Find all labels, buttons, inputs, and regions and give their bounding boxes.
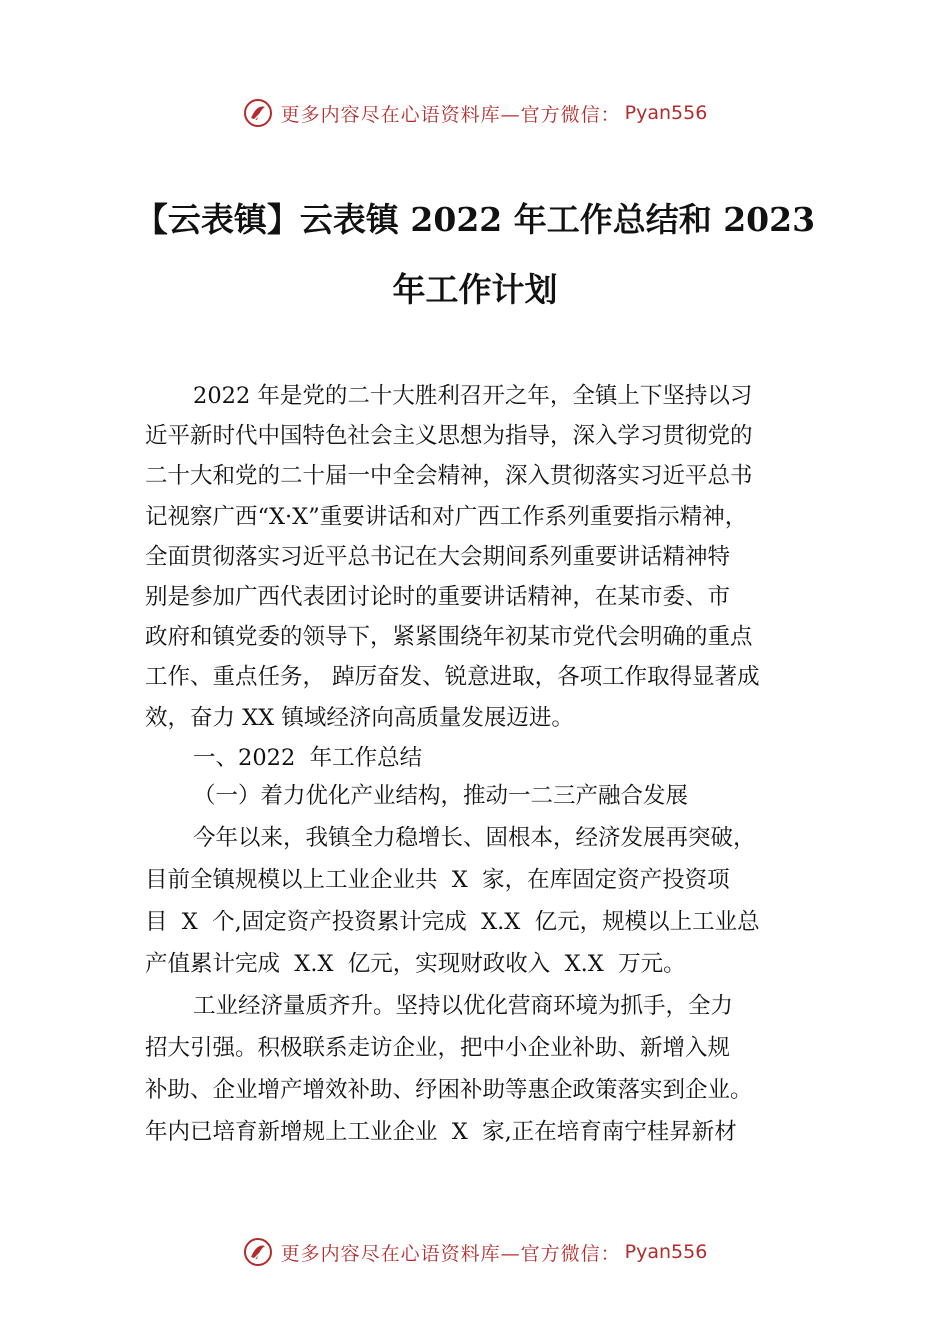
text-line: 招大引强。积极联系走访企业，把中小企业补助、新增入规 <box>145 1035 731 1061</box>
text-line: 今年以来，我镇全力稳增长、固根本，经济发展再突破， <box>193 825 756 851</box>
text-line: 别是参加广西代表团讨论时的重要讲话精神，在某市委、市 <box>145 583 731 610</box>
document-title-line-1: 【云表镇】云表镇 2022 年工作总结和 2023 <box>134 200 816 239</box>
banner-text: 更多内容尽在心语资料库—官方微信： <box>280 103 621 126</box>
text-line: 二十大和党的二十届一中全会精神，深入贯彻落实习近平总书 <box>145 463 753 490</box>
banner-wechat-id: Pyan556 <box>624 102 708 124</box>
header-banner <box>0 93 950 133</box>
banner-text: 更多内容尽在心语资料库—官方微信： <box>280 1242 621 1265</box>
text-line: 政府和镇党委的领导下，紧紧围绕年初某市党代会明确的重点 <box>145 624 753 651</box>
subsection-heading: （一）着力优化产业结构，推动一二三产融合发展 <box>193 783 689 809</box>
text-line: 效，奋力 XX 镇域经济向高质量发展迈进。 <box>145 704 574 731</box>
logo-icon <box>243 98 273 128</box>
document-title-line-2: 年工作计划 <box>392 270 558 309</box>
text-line: 补助、企业增产增效补助、纾困补助等惠企政策落实到企业。 <box>145 1077 753 1103</box>
text-line: 目前全镇规模以上工业企业共 X 家，在库固定资产投资项 <box>145 867 730 893</box>
text-line: 全面贯彻落实习近平总书记在大会期间系列重要讲话精神特 <box>145 543 731 570</box>
text-line: 目 X 个,固定资产投资累计完成 X.X 亿元，规模以上工业总 <box>145 909 760 935</box>
section-content <box>145 775 835 1153</box>
footer-banner <box>0 1232 950 1272</box>
text-line: 记视察广西“X·X”重要讲话和对广西工作系列重要指示精神， <box>145 503 748 530</box>
text-line: 工作、重点任务， 踔厉奋发、锐意进取，各项工作取得显著成 <box>145 664 760 691</box>
logo-icon <box>243 1237 273 1267</box>
document-body <box>145 376 835 778</box>
text-line: 产值累计完成 X.X 亿元，实现财政收入 X.X 万元。 <box>145 951 686 977</box>
banner-wechat-id: Pyan556 <box>624 1241 708 1263</box>
text-line: 2022 年是党的二十大胜利召开之年，全镇上下坚持以习 <box>193 383 753 409</box>
text-line: 工业经济量质齐升。坚持以优化营商环境为抓手，全力 <box>193 993 734 1019</box>
text-line: 年内已培育新增规上工业企业 X 家,正在培育南宁桂昇新材 <box>145 1119 737 1145</box>
text-line: 近平新时代中国特色社会主义思想为指导，深入学习贯彻党的 <box>145 423 753 450</box>
section-heading: 一、2022 年工作总结 <box>193 744 423 771</box>
